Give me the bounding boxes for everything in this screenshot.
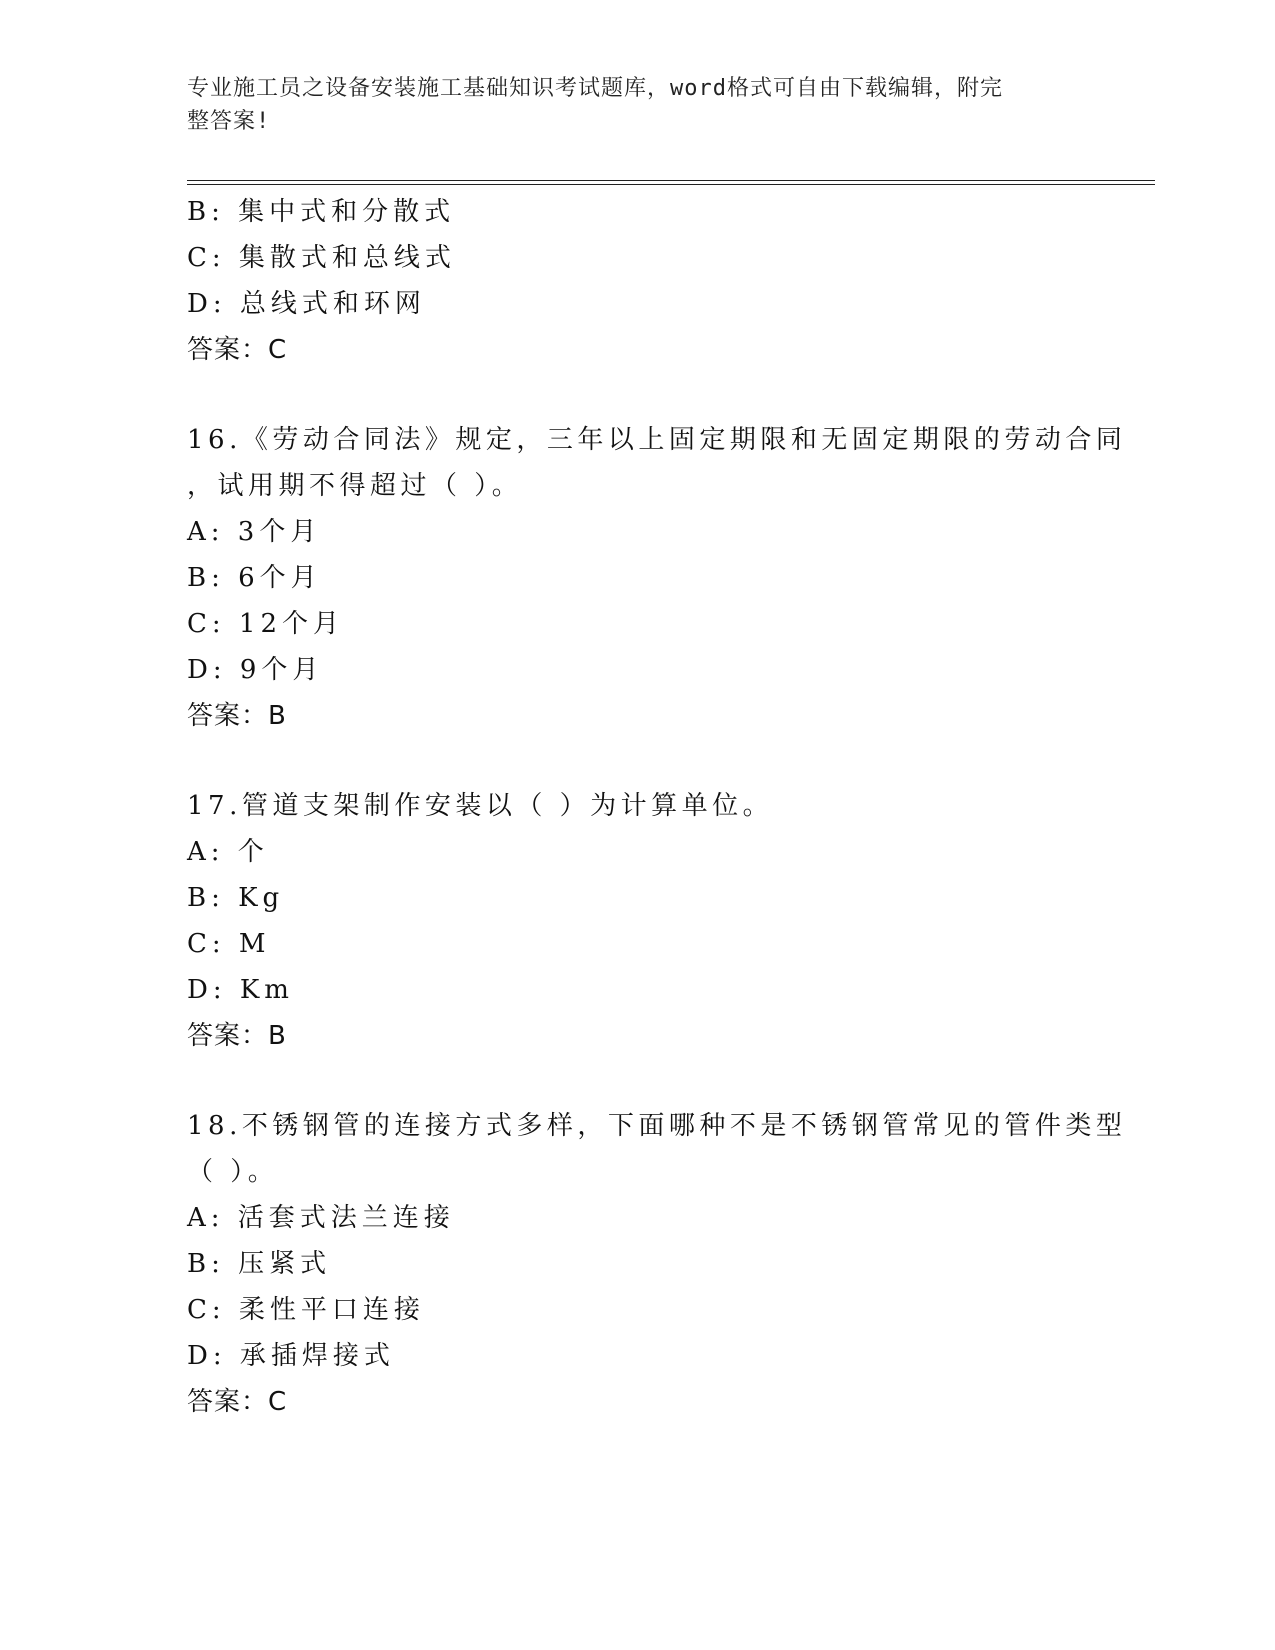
option-b: B: 集中式和分散式 [187, 197, 456, 227]
answer-line: 答案：B [187, 701, 287, 731]
header-title-line-2: 整答案! [187, 109, 271, 134]
option-a: A: 活套式法兰连接 [187, 1203, 455, 1233]
answer-line: 答案：C [187, 335, 288, 365]
question-stem-line-2: （ ）。 [187, 1157, 279, 1187]
document-header [187, 72, 1067, 138]
option-c: C: 柔性平口连接 [187, 1295, 425, 1325]
question-spacer [187, 373, 1087, 417]
option-b: B: Kg [187, 883, 285, 913]
option-a: A: 个 [187, 837, 269, 867]
option-c: C: 集散式和总线式 [187, 243, 456, 273]
answer-line: 答案：B [187, 1021, 287, 1051]
option-d: D: 总线式和环网 [187, 289, 426, 319]
answer-line: 答案：C [187, 1387, 288, 1417]
option-b: B: 6个月 [187, 563, 322, 593]
option-c: C: M [187, 929, 271, 959]
option-c: C: 12个月 [187, 609, 345, 639]
question-16 [187, 417, 1127, 739]
header-divider-top [187, 180, 1155, 181]
option-b: B: 压紧式 [187, 1249, 332, 1279]
question-stem-line-1: 18.不锈钢管的连接方式多样，下面哪种不是不锈钢管常见的管件类型 [187, 1111, 1127, 1141]
header-divider-bottom [187, 184, 1155, 185]
header-title-line-1: 专业施工员之设备安装施工基础知识考试题库，word格式可自由下载编辑，附完 [187, 76, 1003, 101]
question-stem-line-1: 16.《劳动合同法》规定，三年以上固定期限和无固定期限的劳动合同 [187, 425, 1127, 455]
option-d: D: Km [187, 975, 294, 1005]
question-stem-line-2: ，试用期不得超过（ ）。 [187, 471, 523, 501]
option-d: D: 9个月 [187, 655, 324, 685]
question-18 [187, 1103, 1127, 1425]
question-17 [187, 783, 1087, 1059]
option-d: D: 承插焊接式 [187, 1341, 395, 1371]
option-a: A: 3个月 [187, 517, 322, 547]
question-15-continued [187, 189, 1087, 373]
question-stem-line-1: 17.管道支架制作安装以（ ）为计算单位。 [187, 791, 774, 821]
question-list [187, 189, 1127, 1425]
question-spacer [187, 1059, 1087, 1103]
question-spacer [187, 739, 1087, 783]
